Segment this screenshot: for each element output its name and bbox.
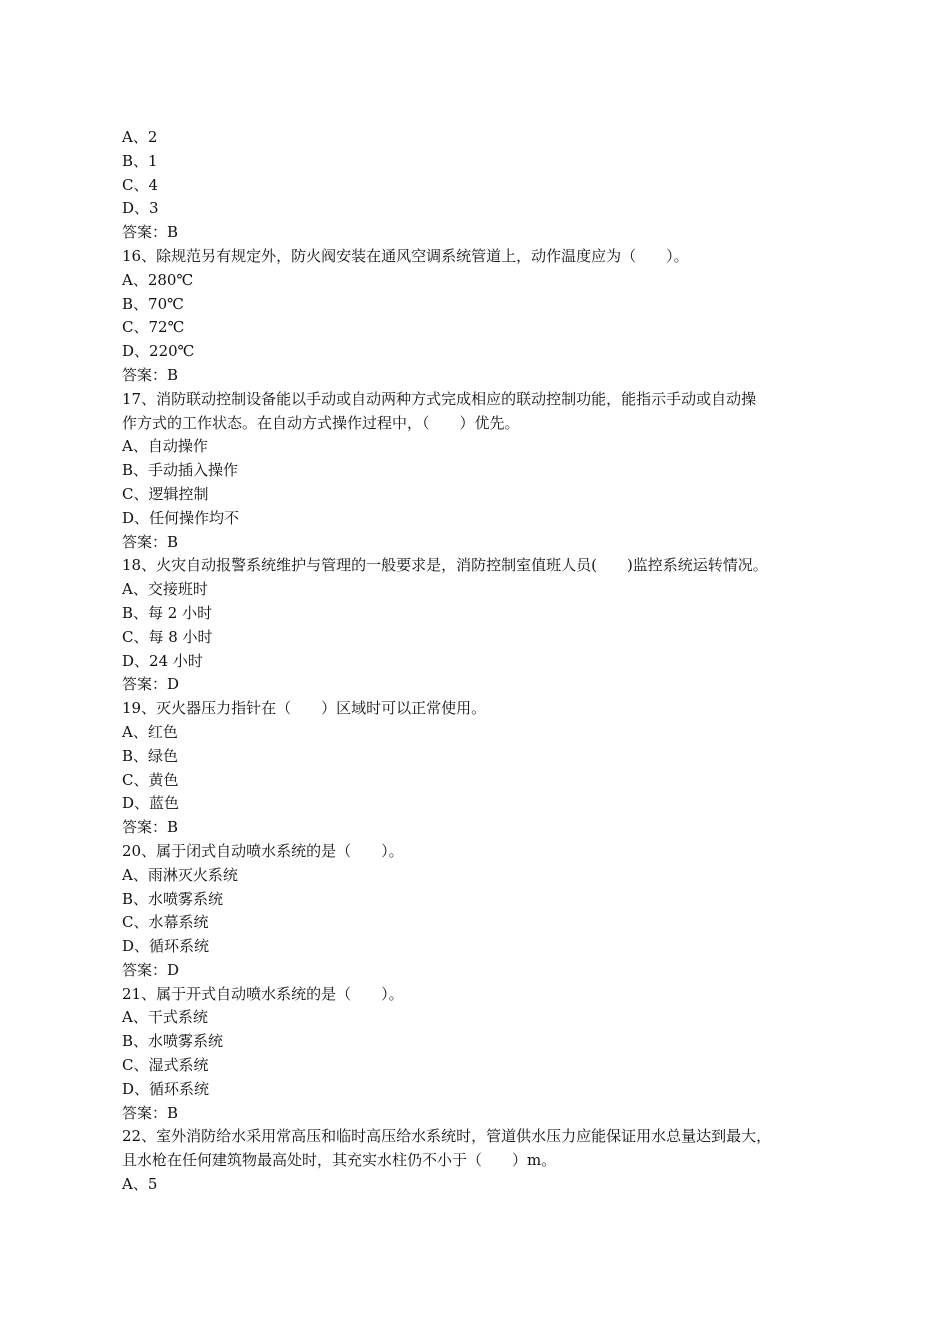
- question-17: [122, 388, 832, 555]
- prev-question-tail: [122, 126, 832, 245]
- question-stem: 18、火灾自动报警系统维护与管理的一般要求是，消防控制室值班人员( )监控系统运转情况。: [122, 556, 768, 575]
- question-stem-line-2: 且水枪在任何建筑物最高处时，其充实水柱仍不小于（ ）m。: [122, 1151, 557, 1170]
- option-c: C、水幕系统: [122, 913, 209, 932]
- option-b: B、水喷雾系统: [122, 1032, 224, 1051]
- question-stem-line-1: 17、消防联动控制设备能以手动或自动两种方式完成相应的联动控制功能，能指示手动或自动操: [122, 389, 757, 408]
- option-c: C、湿式系统: [122, 1056, 209, 1075]
- answer: 答案：D: [122, 675, 180, 694]
- option-b: B、1: [122, 151, 158, 170]
- option-a: A、红色: [122, 722, 178, 741]
- option-b: B、绿色: [122, 746, 179, 765]
- question-20: [122, 840, 832, 983]
- answer: 答案：B: [122, 532, 179, 551]
- option-c: C、每 8 小时: [122, 627, 213, 646]
- option-c: C、黄色: [122, 770, 179, 789]
- option-b: B、水喷雾系统: [122, 889, 224, 908]
- option-d: D、循环系统: [122, 937, 210, 956]
- option-c: C、72℃: [122, 318, 185, 337]
- option-b: B、手动插入操作: [122, 461, 239, 480]
- option-a: A、2: [122, 128, 158, 146]
- question-21: [122, 983, 832, 1126]
- option-a: A、自动操作: [122, 437, 208, 456]
- question-18: [122, 554, 832, 697]
- option-d: D、任何操作均不: [122, 508, 240, 527]
- option-d: D、24 小时: [122, 651, 203, 670]
- option-c: C、逻辑控制: [122, 484, 209, 503]
- option-a: A、雨淋灭火系统: [122, 865, 238, 884]
- option-d: D、循环系统: [122, 1079, 210, 1098]
- option-a: A、5: [122, 1175, 158, 1194]
- answer: 答案：B: [122, 818, 179, 837]
- option-a: A、干式系统: [122, 1008, 208, 1027]
- question-stem: 19、灭火器压力指针在（ ）区域时可以正常使用。: [122, 699, 487, 718]
- option-a: A、交接班时: [122, 580, 208, 599]
- option-d: D、220℃: [122, 342, 195, 361]
- answer: 答案：B: [122, 1103, 179, 1122]
- option-d: D、蓝色: [122, 794, 180, 813]
- question-stem: 16、除规范另有规定外，防火阀安装在通风空调系统管道上，动作温度应为（ ）。: [122, 246, 689, 265]
- answer: 答案：B: [122, 365, 179, 384]
- option-b: B、每 2 小时: [122, 603, 213, 622]
- option-a: A、280℃: [122, 270, 194, 289]
- question-19: [122, 697, 832, 840]
- answer: 答案：D: [122, 960, 180, 979]
- question-16: [122, 245, 832, 388]
- document-page: [122, 126, 832, 1197]
- question-stem-line-1: 22、室外消防给水采用常高压和临时高压给水系统时，管道供水压力应能保证用水总量达到最大，: [122, 1127, 772, 1146]
- answer: 答案：B: [122, 223, 179, 242]
- option-c: C、4: [122, 175, 159, 194]
- option-d: D、3: [122, 199, 159, 218]
- question-stem-line-2: 作方式的工作状态。在自动方式操作过程中，（ ）优先。: [122, 413, 520, 432]
- option-b: B、70℃: [122, 294, 184, 313]
- question-22: [122, 1125, 832, 1196]
- question-stem: 21、属于开式自动喷水系统的是（ ）。: [122, 984, 404, 1003]
- question-stem: 20、属于闭式自动喷水系统的是（ ）。: [122, 841, 404, 860]
